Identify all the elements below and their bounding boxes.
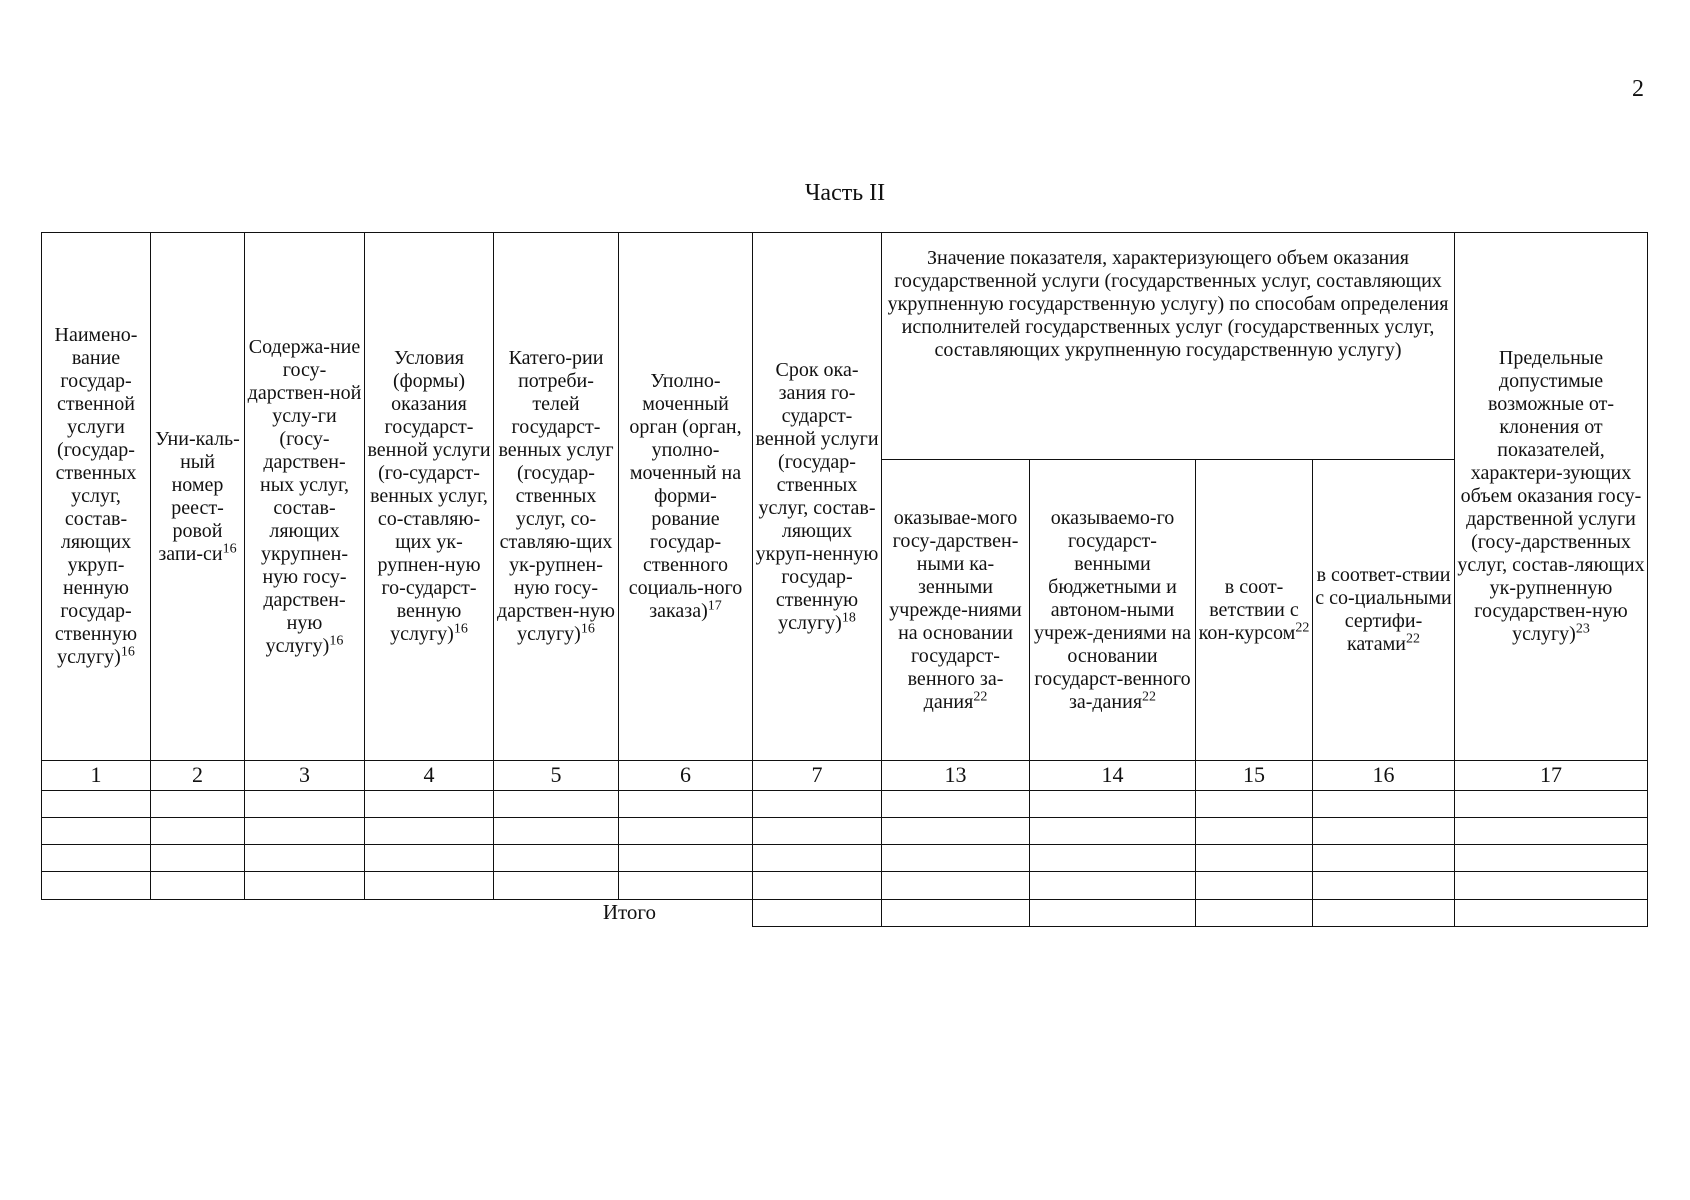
column-number: 4 [365,761,494,790]
column-number: 14 [1030,761,1196,790]
table-row [42,845,1648,872]
column-number: 17 [1455,761,1648,790]
header-by-competition: в соот-ветствии с кон-курсом$^{22}$ [1196,460,1313,761]
services-table [41,232,1648,927]
column-number: 3 [245,761,365,790]
header-service-name: Наимено-вание государ-ственной услуги (государ-ственных услуг, состав-ляющих укруп-ненную государ-ственную услугу)$^{16}$ [42,233,151,761]
column-number: 5 [494,761,619,790]
total-row [42,899,1648,926]
header-consumer-categories: Катего-рии потреби-телей государст-венных услуг (государ-ственных услуг, со-ставляю-щих ук-рупнен-ную госу-дарствен-ную услугу)$^{16}$ [494,233,619,761]
column-number: 2 [151,761,245,790]
header-authorized-body: Уполно-моченный орган (орган, уполно-моченный на форми-рование государ-ственного социаль-ного заказа)$^{17}$ [619,233,753,761]
header-service-content: Содержа-ние госу-дарствен-ной услу-ги (госу-дарствен-ных услуг, состав-ляющих укрупнен-ную госу-дарствен-ную услугу)$^{16}$ [245,233,365,761]
header-service-conditions: Условия (формы) оказания государст-венной услуги (го-сударст-венных услуг, со-ставляю-щих ук-рупнен-ную го-сударст-венную услугу)$^{16}$ [365,233,494,761]
header-service-term: Срок ока-зания го-сударст-венной услуги (государ-ственных услуг, состав-ляющих укруп-ненную государ-ственную услугу)$^{18}$ [753,233,882,761]
column-number: 7 [753,761,882,790]
header-state-institutions: оказывае-мого госу-дарствен-ными ка-зенными учрежде-ниями на основании государст-венного за-дания$^{22}$ [882,460,1030,761]
column-number: 15 [1196,761,1313,790]
part-title: Часть II [804,180,886,206]
column-number: 6 [619,761,753,790]
column-number-row [42,761,1648,790]
page-number: 2 [1632,76,1644,102]
total-label: Итого [42,899,753,926]
column-number: 1 [42,761,151,790]
table-row [42,817,1648,844]
header-registry-number: Уни-каль-ный номер реест-ровой запи-$си^{16}$ [151,233,245,761]
header-allowed-deviations: Предельные допустимые возможные от-клонения от показателей, характери-зующих объем оказания госу-дарственной услуги (госу-дарственных услуг, состав-ляющих ук-рупненную государствен-ную услугу)$^{23}$ [1455,233,1648,761]
column-number: 13 [882,761,1030,790]
header-by-social-certificates: в соответ-ствии с со-циальными сертифи-катами$^{22}$ [1313,460,1455,761]
column-number: 16 [1313,761,1455,790]
table-row [42,872,1648,899]
header-volume-indicator-group: Значение показателя, характеризующего объем оказания государственной услуги (государственных услуг, составляющих укрупненную государственную услугу) по способам определения исполнителей государственных услуг (государственных услуг, составляющих укрупненную государственную услугу) [882,233,1455,460]
table-row [42,790,1648,817]
header-budget-autonomous-institutions: оказываемо-го государст-венными бюджетными и автоном-ными учреж-дениями на основании государст-венного за-дания$^{22}$ [1030,460,1196,761]
